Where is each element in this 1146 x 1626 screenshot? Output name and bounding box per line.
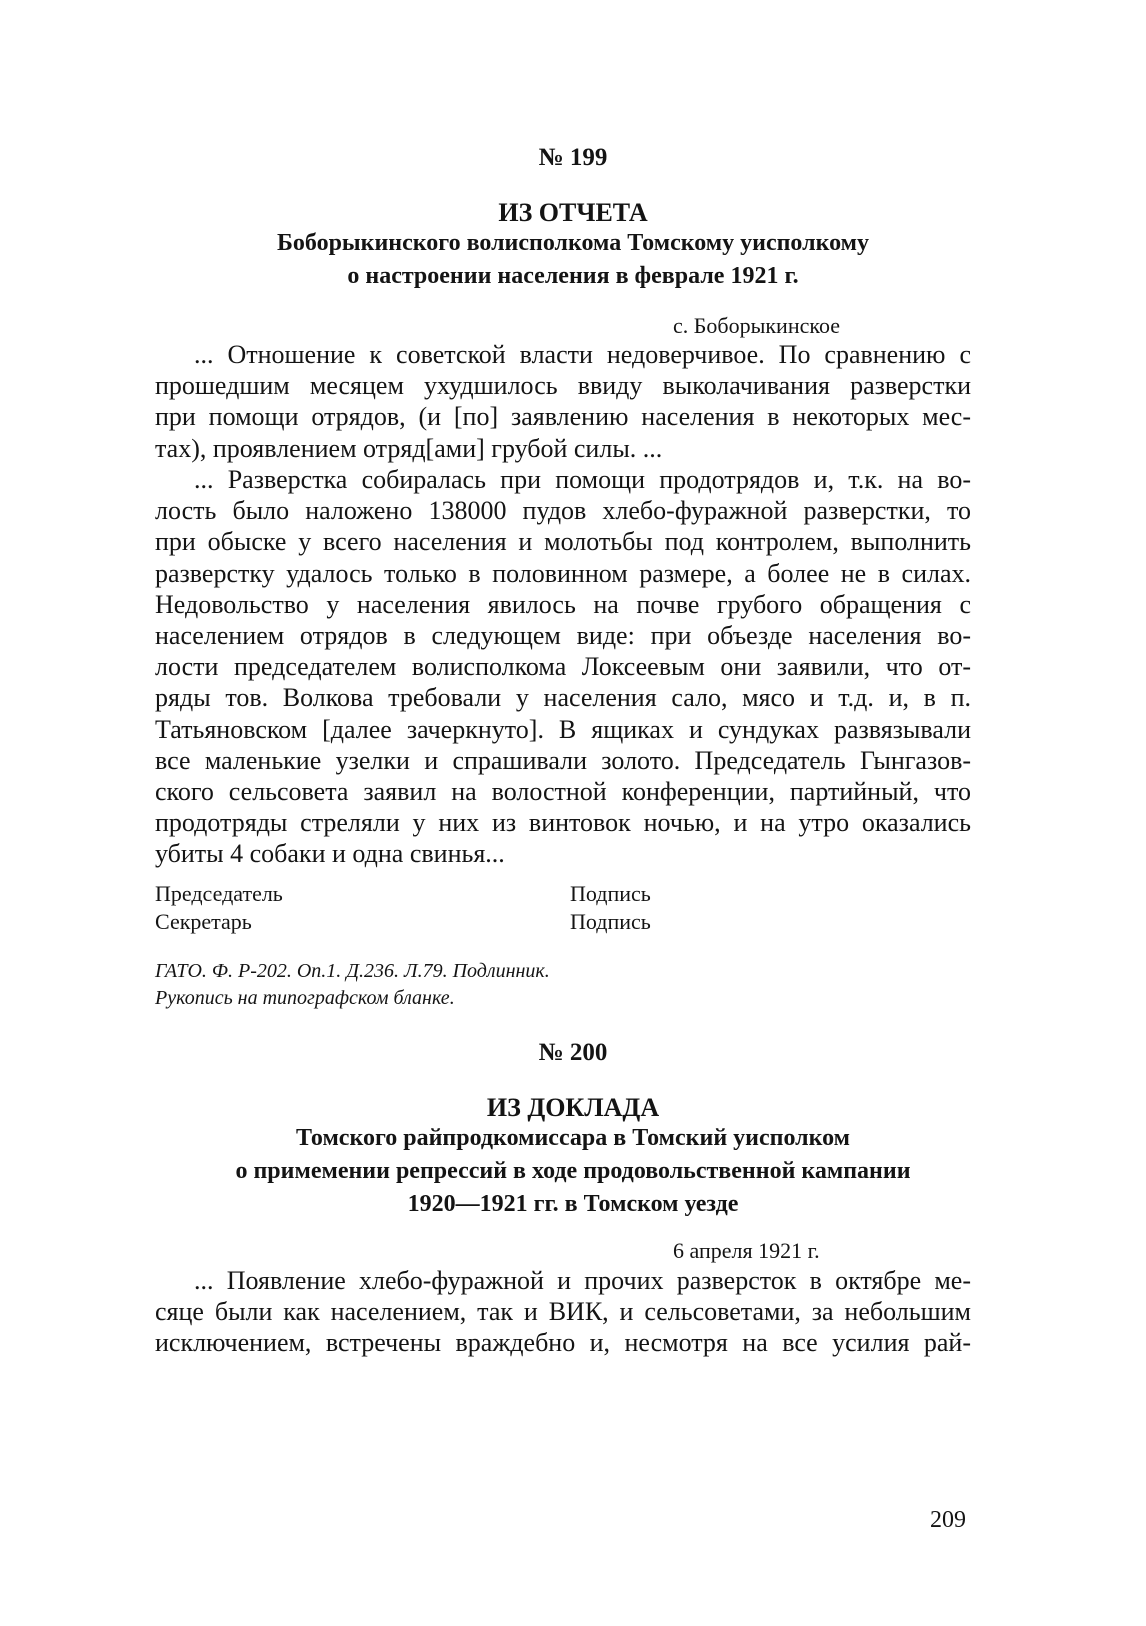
- doc-200-paragraph-1: [155, 1265, 971, 1359]
- text-line: Татьяновском [далее зачеркнуто]. В ящиках и сундуках развязывали: [155, 714, 971, 744]
- text-line: лости председателем волисполкома Локсеевым они заявили, что от-: [155, 652, 971, 682]
- text-line: лость было наложено 138000 пудов хлебо-фуражной разверстки, то: [155, 496, 971, 526]
- doc-199-subtitle-line: о настроении населения в феврале 1921 г.: [347, 263, 799, 289]
- text-line: продотряды стреляли у них из винтовок ночью, и на утро оказались: [155, 808, 971, 838]
- text-line: убиты 4 собаки и одна свинья...: [155, 839, 505, 869]
- page-number: 209: [930, 1507, 966, 1533]
- doc-199-archive-reference: [155, 958, 550, 1012]
- doc-199-place: с. Боборыкинское: [673, 313, 840, 338]
- archive-line: ГАТО. Ф. Р-202. Оп.1. Д.236. Л.79. Подлинник.: [155, 960, 550, 982]
- text-line: ... Появление хлебо-фуражной и прочих разверсток в октябре ме-: [194, 1266, 971, 1295]
- text-line: ... Разверстка собиралась при помощи продотрядов и, т.к. на во-: [194, 465, 971, 494]
- text-line: ского сельсовета заявил на волостной конференции, партийный, что: [155, 776, 971, 806]
- text-line: ряды тов. Волкова требовали у населения сало, мясо и т.д. и, в п.: [155, 683, 971, 713]
- signature-mark: Подпись: [570, 881, 651, 906]
- text-line: исключением, встречены враждебно и, несмотря на все усилия рай-: [155, 1328, 971, 1358]
- doc-200-subtitle-line: 1920—1921 гг. в Томском уезде: [407, 1191, 739, 1217]
- text-line: при обыске у всего населения и молотьбы под контролем, выполнить: [155, 527, 971, 557]
- text-line: все маленькие узелки и спрашивали золото. Председатель Гынгазов-: [155, 745, 971, 775]
- doc-199-number: № 199: [538, 144, 608, 171]
- doc-200-subtitle: [0, 1122, 1146, 1221]
- archive-line: Рукопись на типографском бланке.: [155, 987, 455, 1009]
- text-line: населением отрядов в следующем виде: при объезде населения во-: [155, 620, 971, 650]
- doc-200-subtitle-line: о примемении репрессий в ходе продовольственной кампании: [235, 1158, 911, 1184]
- text-line: Недовольство у населения явилось на почве грубого обращения с: [155, 589, 971, 619]
- signature-mark: Подпись: [570, 909, 651, 934]
- doc-200-date: 6 апреля 1921 г.: [673, 1238, 820, 1263]
- text-line: при помощи отрядов, (и [по] заявлению населения в некоторых мес-: [155, 402, 971, 432]
- text-line: тах), проявлением отряд[ами] грубой силы. ...: [155, 433, 663, 463]
- doc-199-title: ИЗ ОТЧЕТА: [498, 198, 648, 227]
- text-line: ... Отношение к советской власти недоверчивое. По сравнению с: [194, 340, 971, 369]
- doc-199-subtitle: [0, 227, 1146, 293]
- doc-200-number: № 200: [538, 1039, 608, 1066]
- signature-role: Секретарь: [155, 909, 252, 934]
- text-line: сяце были как населением, так и ВИК, и сельсоветами, за небольшим: [155, 1297, 971, 1327]
- text-line: разверстку удалось только в половинном размере, а более не в силах.: [155, 558, 971, 588]
- doc-200-subtitle-line: Томского райпродкомиссара в Томский уисполком: [295, 1125, 851, 1151]
- doc-199-paragraph-1: [155, 339, 971, 464]
- signature-role: Председатель: [155, 881, 283, 906]
- doc-200-title: ИЗ ДОКЛАДА: [486, 1093, 660, 1122]
- doc-199-paragraph-2: [155, 464, 971, 869]
- text-line: прошедшим месяцем ухудшилось ввиду выколачивания разверстки: [155, 371, 971, 401]
- doc-199-subtitle-line: Боборыкинского волисполкома Томскому уисполкому: [277, 230, 869, 256]
